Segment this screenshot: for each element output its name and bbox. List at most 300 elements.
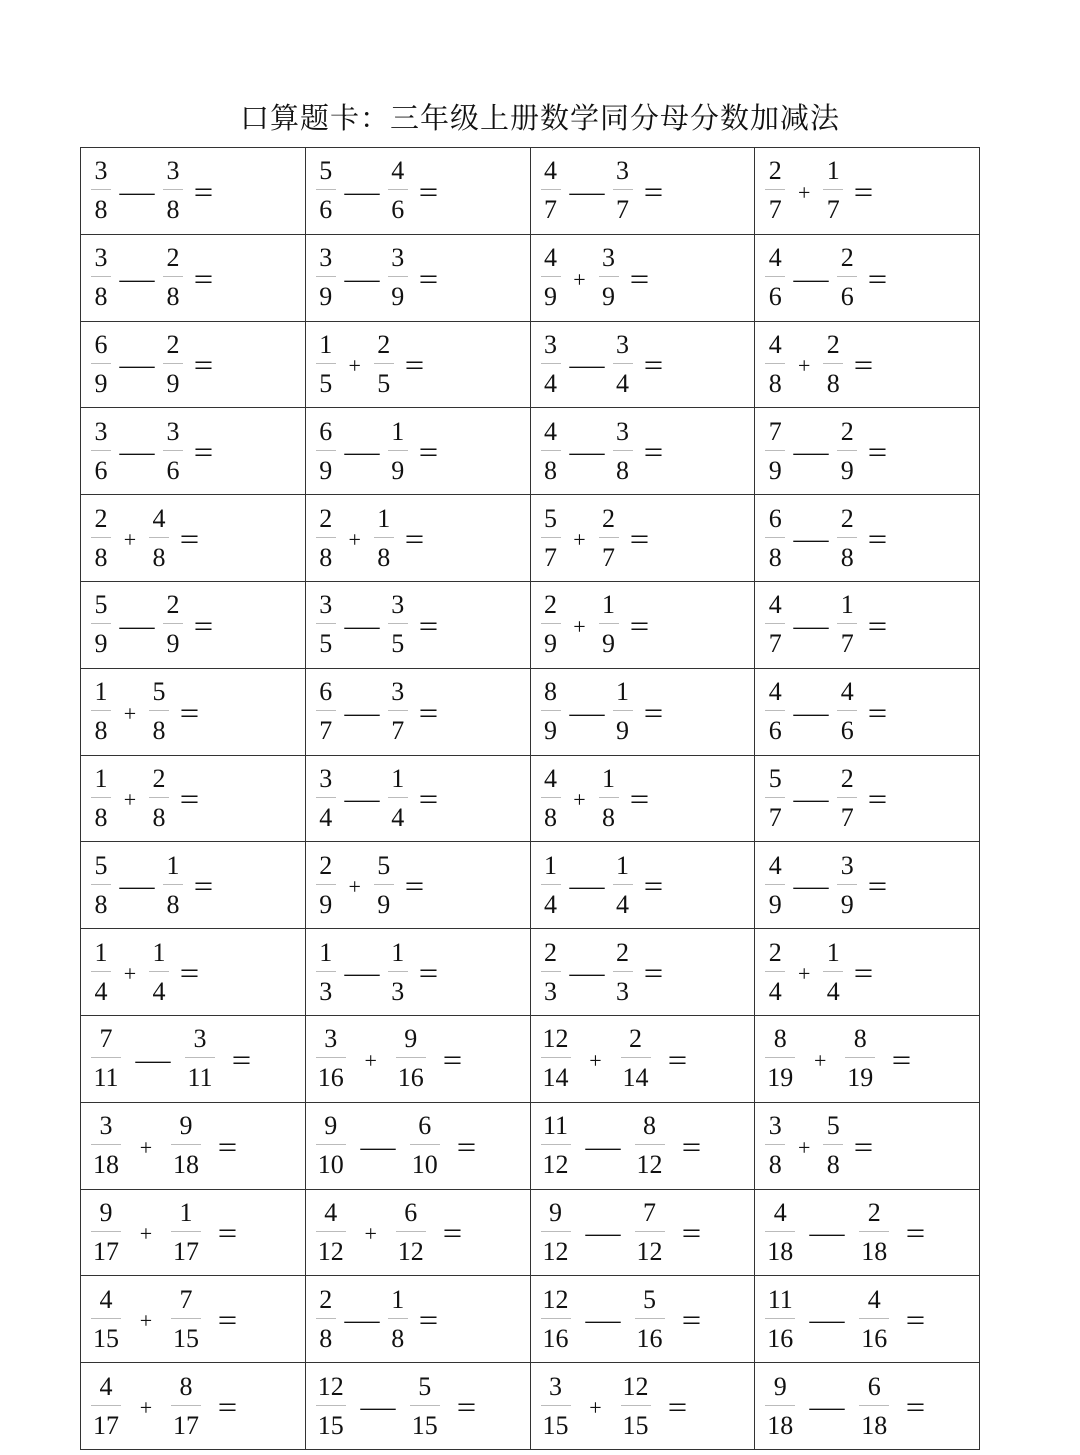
problem-cell	[305, 148, 530, 235]
denominator: 9	[319, 889, 333, 919]
denominator: 16	[542, 1323, 569, 1353]
problem-cell	[81, 234, 306, 321]
plus-sign: +	[798, 353, 811, 379]
denominator: 4	[616, 889, 629, 919]
problem-row	[81, 234, 980, 321]
problem-row	[81, 1102, 980, 1189]
minus-sign: —	[793, 437, 829, 469]
first-fraction	[541, 503, 561, 572]
denominator: 16	[767, 1323, 794, 1353]
fraction-expression	[81, 582, 305, 668]
denominator: 4	[826, 976, 840, 1006]
problem-cell	[81, 321, 306, 408]
problem-cell	[530, 1015, 755, 1102]
numerator: 1	[152, 937, 166, 967]
minus-sign: —	[569, 871, 604, 903]
equals-sign: =	[418, 783, 438, 817]
denominator: 10	[411, 1150, 438, 1180]
minus-sign: —	[793, 871, 829, 903]
equals-sign: =	[418, 262, 438, 296]
equals-sign: =	[667, 1043, 687, 1077]
fraction-expression	[531, 1190, 755, 1276]
problem-cell	[530, 321, 755, 408]
numerator: 2	[166, 329, 180, 359]
denominator: 17	[173, 1236, 199, 1266]
worksheet-title: 口算题卡：三年级上册数学同分母分数加减法	[239, 101, 840, 135]
denominator: 4	[391, 802, 405, 832]
denominator: 9	[602, 282, 615, 312]
numerator: 4	[773, 1197, 787, 1227]
numerator: 2	[319, 850, 333, 880]
equals-sign: =	[867, 696, 888, 730]
fraction-expression	[306, 1363, 530, 1449]
equals-sign: =	[853, 349, 874, 383]
numerator: 7	[179, 1284, 193, 1314]
denominator: 12	[397, 1236, 424, 1266]
equals-sign: =	[193, 175, 214, 209]
first-fraction	[541, 245, 561, 310]
fraction-expression	[81, 322, 305, 408]
numerator: 6	[404, 1197, 418, 1227]
problem-cell	[81, 1015, 306, 1102]
equals-sign: =	[404, 523, 424, 557]
denominator: 9	[602, 629, 615, 659]
minus-sign: —	[119, 610, 155, 642]
plus-sign: +	[798, 961, 811, 987]
problem-cell	[305, 408, 530, 495]
numerator: 2	[544, 590, 557, 620]
minus-sign: —	[344, 784, 380, 816]
equals-sign: =	[404, 870, 424, 904]
numerator: 7	[643, 1197, 656, 1227]
numerator: 6	[418, 1111, 432, 1141]
minus-sign: —	[344, 958, 380, 990]
fraction-expression	[531, 148, 755, 234]
numerator: 4	[768, 850, 782, 880]
numerator: 8	[643, 1111, 656, 1141]
equals-sign: =	[643, 957, 663, 991]
plus-sign: +	[348, 353, 361, 379]
numerator: 3	[193, 1024, 207, 1054]
minus-sign: —	[344, 176, 380, 208]
second-fraction	[149, 763, 169, 832]
numerator: 4	[391, 156, 405, 186]
numerator: 6	[319, 416, 333, 446]
denominator: 7	[768, 802, 782, 832]
plus-sign: +	[123, 527, 137, 553]
problem-cell	[81, 1189, 306, 1276]
numerator: 1	[377, 503, 391, 533]
denominator: 16	[636, 1323, 663, 1353]
numerator: 3	[616, 416, 629, 446]
second-fraction	[171, 1197, 201, 1266]
equals-sign: =	[217, 1304, 238, 1338]
problem-cell	[530, 755, 755, 842]
fraction-expression	[755, 756, 979, 842]
second-fraction	[149, 679, 169, 744]
problem-row	[81, 929, 980, 1016]
minus-sign: —	[119, 350, 155, 382]
plus-sign: +	[123, 700, 137, 726]
denominator: 17	[93, 1410, 119, 1440]
numerator: 3	[319, 243, 333, 273]
denominator: 6	[768, 716, 782, 746]
denominator: 8	[94, 889, 108, 919]
minus-sign: —	[793, 524, 829, 556]
problem-cell	[305, 755, 530, 842]
minus-sign: —	[344, 1305, 380, 1337]
numerator: 8	[773, 1024, 787, 1054]
problem-cell	[305, 495, 530, 582]
denominator: 16	[397, 1063, 424, 1093]
first-fraction	[316, 1197, 346, 1266]
numerator: 4	[152, 503, 166, 533]
equals-sign: =	[643, 349, 663, 383]
plus-sign: +	[139, 1308, 153, 1334]
denominator: 15	[173, 1323, 199, 1353]
equals-sign: =	[193, 262, 214, 296]
fraction-expression	[81, 669, 305, 755]
numerator: 5	[418, 1371, 432, 1401]
problem-cell	[305, 1276, 530, 1363]
plus-sign: +	[798, 179, 811, 205]
equals-sign: =	[404, 349, 424, 383]
equals-sign: =	[629, 523, 649, 557]
denominator: 9	[616, 716, 629, 746]
denominator: 8	[94, 716, 108, 746]
plus-sign: +	[123, 787, 137, 813]
numerator: 1	[319, 937, 333, 967]
first-fraction	[91, 679, 111, 744]
plus-sign: +	[589, 1047, 602, 1073]
denominator: 3	[616, 976, 629, 1006]
numerator: 3	[840, 850, 854, 880]
numerator: 9	[549, 1197, 562, 1227]
denominator: 5	[319, 629, 333, 659]
second-fraction	[621, 1026, 651, 1091]
fraction-expression	[531, 756, 755, 842]
fraction-expression	[306, 408, 530, 494]
equals-sign: =	[217, 1130, 238, 1164]
fraction-expression	[306, 582, 530, 668]
denominator: 6	[391, 195, 405, 225]
numerator: 2	[840, 763, 854, 793]
plus-sign: +	[589, 1395, 602, 1421]
numerator: 1	[616, 677, 629, 707]
problem-cell	[305, 842, 530, 929]
numerator: 3	[99, 1111, 113, 1141]
numerator: 5	[643, 1284, 656, 1314]
minus-sign: —	[809, 1392, 845, 1424]
equals-sign: =	[867, 262, 888, 296]
fraction-expression	[306, 1103, 530, 1189]
second-fraction	[823, 1113, 843, 1178]
fraction-expression	[531, 1103, 755, 1189]
numerator: 1	[826, 156, 840, 186]
denominator: 7	[768, 195, 782, 225]
plus-sign: +	[364, 1047, 377, 1073]
plus-sign: +	[573, 266, 586, 292]
denominator: 3	[391, 976, 405, 1006]
problem-cell	[81, 408, 306, 495]
numerator: 5	[768, 763, 782, 793]
numerator: 12	[622, 1371, 649, 1401]
problem-cell	[305, 581, 530, 668]
minus-sign: —	[344, 697, 380, 729]
denominator: 8	[94, 282, 108, 312]
denominator: 15	[542, 1410, 569, 1440]
denominator: 8	[166, 195, 180, 225]
denominator: 8	[152, 542, 166, 572]
fraction-expression	[81, 495, 305, 581]
fraction-expression	[81, 148, 305, 234]
denominator: 8	[166, 282, 180, 312]
numerator: 1	[179, 1197, 193, 1227]
denominator: 7	[840, 802, 854, 832]
denominator: 16	[317, 1063, 344, 1093]
numerator: 5	[152, 677, 166, 707]
denominator: 6	[94, 455, 108, 485]
minus-sign: —	[119, 263, 155, 295]
denominator: 9	[840, 455, 854, 485]
numerator: 4	[544, 156, 557, 186]
equals-sign: =	[179, 783, 200, 817]
fraction-expression	[755, 495, 979, 581]
denominator: 9	[166, 368, 180, 398]
equals-sign: =	[867, 783, 888, 817]
equals-sign: =	[231, 1043, 252, 1077]
problem-cell	[305, 1015, 530, 1102]
first-fraction	[765, 158, 785, 223]
equals-sign: =	[643, 696, 663, 730]
numerator: 2	[319, 503, 333, 533]
problem-cell	[755, 668, 980, 755]
fraction-expression	[531, 582, 755, 668]
denominator: 9	[768, 455, 782, 485]
fraction-expression	[755, 582, 979, 668]
minus-sign: —	[809, 1218, 845, 1250]
plus-sign: +	[364, 1221, 377, 1247]
second-fraction	[396, 1197, 426, 1266]
second-fraction	[149, 937, 169, 1006]
numerator: 4	[768, 243, 782, 273]
problem-row	[81, 842, 980, 929]
numerator: 1	[94, 677, 108, 707]
denominator: 3	[544, 976, 557, 1006]
denominator: 9	[319, 455, 333, 485]
numerator: 3	[94, 243, 108, 273]
first-fraction	[541, 1371, 571, 1440]
fraction-expression	[531, 669, 755, 755]
denominator: 6	[319, 195, 333, 225]
fraction-expression	[531, 842, 755, 928]
problem-row	[81, 668, 980, 755]
problem-cell	[81, 1276, 306, 1363]
equals-sign: =	[179, 696, 200, 730]
numerator: 12	[542, 1024, 569, 1054]
minus-sign: —	[809, 1305, 845, 1337]
fraction-expression	[531, 235, 755, 321]
numerator: 4	[324, 1197, 338, 1227]
problem-cell	[305, 668, 530, 755]
numerator: 3	[319, 763, 333, 793]
fraction-expression	[531, 495, 755, 581]
problem-cell	[755, 929, 980, 1016]
fraction-expression	[81, 408, 305, 494]
problem-row	[81, 495, 980, 582]
second-fraction	[171, 1113, 201, 1178]
denominator: 8	[826, 1150, 840, 1180]
numerator: 2	[768, 937, 782, 967]
fraction-expression	[81, 1103, 305, 1189]
denominator: 15	[317, 1410, 344, 1440]
denominator: 12	[636, 1150, 663, 1180]
numerator: 3	[319, 590, 333, 620]
numerator: 2	[319, 1284, 333, 1314]
denominator: 9	[377, 889, 391, 919]
numerator: 5	[319, 156, 333, 186]
minus-sign: —	[360, 1392, 396, 1424]
numerator: 1	[616, 850, 629, 880]
second-fraction	[171, 1284, 201, 1353]
equals-sign: =	[442, 1043, 462, 1077]
fraction-expression	[531, 322, 755, 408]
denominator: 12	[542, 1236, 569, 1266]
numerator: 4	[768, 677, 782, 707]
denominator: 7	[616, 195, 629, 225]
numerator: 6	[768, 503, 782, 533]
fraction-expression	[81, 842, 305, 928]
equals-sign: =	[418, 175, 438, 209]
numerator: 2	[840, 416, 854, 446]
denominator: 10	[317, 1150, 344, 1180]
equals-sign: =	[643, 870, 663, 904]
plus-sign: +	[573, 613, 586, 639]
denominator: 9	[94, 629, 108, 659]
plus-sign: +	[573, 787, 586, 813]
denominator: 8	[544, 802, 557, 832]
denominator: 12	[636, 1236, 663, 1266]
problem-row	[81, 148, 980, 235]
second-fraction	[374, 329, 394, 398]
numerator: 5	[544, 503, 557, 533]
plus-sign: +	[139, 1134, 153, 1160]
problem-grid	[80, 147, 980, 1450]
equals-sign: =	[179, 957, 200, 991]
denominator: 9	[544, 629, 557, 659]
equals-sign: =	[193, 349, 214, 383]
plus-sign: +	[573, 527, 586, 553]
first-fraction	[541, 592, 561, 657]
denominator: 4	[616, 368, 629, 398]
numerator: 4	[768, 590, 782, 620]
numerator: 5	[94, 850, 108, 880]
fraction-expression	[306, 235, 530, 321]
first-fraction	[541, 763, 561, 832]
fraction-expression	[306, 929, 530, 1015]
equals-sign: =	[193, 870, 214, 904]
numerator: 3	[616, 329, 629, 359]
first-fraction	[765, 1113, 785, 1178]
numerator: 12	[542, 1284, 569, 1314]
denominator: 8	[840, 542, 854, 572]
fraction-expression	[531, 408, 755, 494]
fraction-expression	[81, 1016, 305, 1102]
problem-cell	[305, 929, 530, 1016]
problem-cell	[305, 1102, 530, 1189]
numerator: 4	[840, 677, 854, 707]
denominator: 5	[319, 368, 333, 398]
problem-cell	[755, 842, 980, 929]
first-fraction	[91, 1113, 121, 1178]
problem-cell	[81, 495, 306, 582]
second-fraction	[374, 850, 394, 919]
first-fraction	[91, 503, 111, 572]
numerator: 2	[94, 503, 108, 533]
first-fraction	[765, 1026, 795, 1091]
second-fraction	[374, 503, 394, 572]
numerator: 2	[166, 590, 180, 620]
problem-cell	[81, 581, 306, 668]
numerator: 2	[616, 937, 629, 967]
numerator: 2	[152, 763, 166, 793]
problem-cell	[755, 1363, 980, 1450]
minus-sign: —	[793, 610, 829, 642]
equals-sign: =	[891, 1043, 912, 1077]
fraction-expression	[306, 322, 530, 408]
second-fraction	[823, 329, 843, 398]
fraction-expression	[531, 929, 755, 1015]
problem-cell	[305, 1363, 530, 1450]
fraction-expression	[81, 1276, 305, 1362]
denominator: 7	[826, 195, 840, 225]
minus-sign: —	[344, 437, 380, 469]
problem-cell	[530, 1102, 755, 1189]
fraction-expression	[306, 495, 530, 581]
denominator: 8	[544, 455, 557, 485]
problem-cell	[530, 1189, 755, 1276]
minus-sign: —	[119, 437, 155, 469]
equals-sign: =	[629, 783, 649, 817]
denominator: 8	[616, 455, 629, 485]
minus-sign: —	[793, 697, 829, 729]
plus-sign: +	[814, 1047, 827, 1073]
denominator: 14	[622, 1063, 649, 1093]
denominator: 7	[544, 195, 557, 225]
problem-cell	[755, 581, 980, 668]
fraction-expression	[755, 929, 979, 1015]
denominator: 6	[840, 282, 854, 312]
numerator: 4	[99, 1284, 113, 1314]
problem-cell	[81, 755, 306, 842]
numerator: 9	[324, 1111, 338, 1141]
first-fraction	[765, 937, 785, 1006]
numerator: 1	[94, 763, 108, 793]
equals-sign: =	[867, 436, 888, 470]
numerator: 7	[99, 1024, 113, 1054]
numerator: 3	[549, 1371, 562, 1401]
numerator: 9	[404, 1024, 418, 1054]
denominator: 9	[544, 282, 557, 312]
problem-cell	[530, 1363, 755, 1450]
denominator: 9	[840, 889, 854, 919]
fraction-expression	[81, 1363, 305, 1449]
minus-sign: —	[569, 697, 604, 729]
first-fraction	[316, 329, 336, 398]
denominator: 18	[767, 1236, 794, 1266]
problem-cell	[530, 234, 755, 321]
equals-sign: =	[667, 1391, 687, 1425]
